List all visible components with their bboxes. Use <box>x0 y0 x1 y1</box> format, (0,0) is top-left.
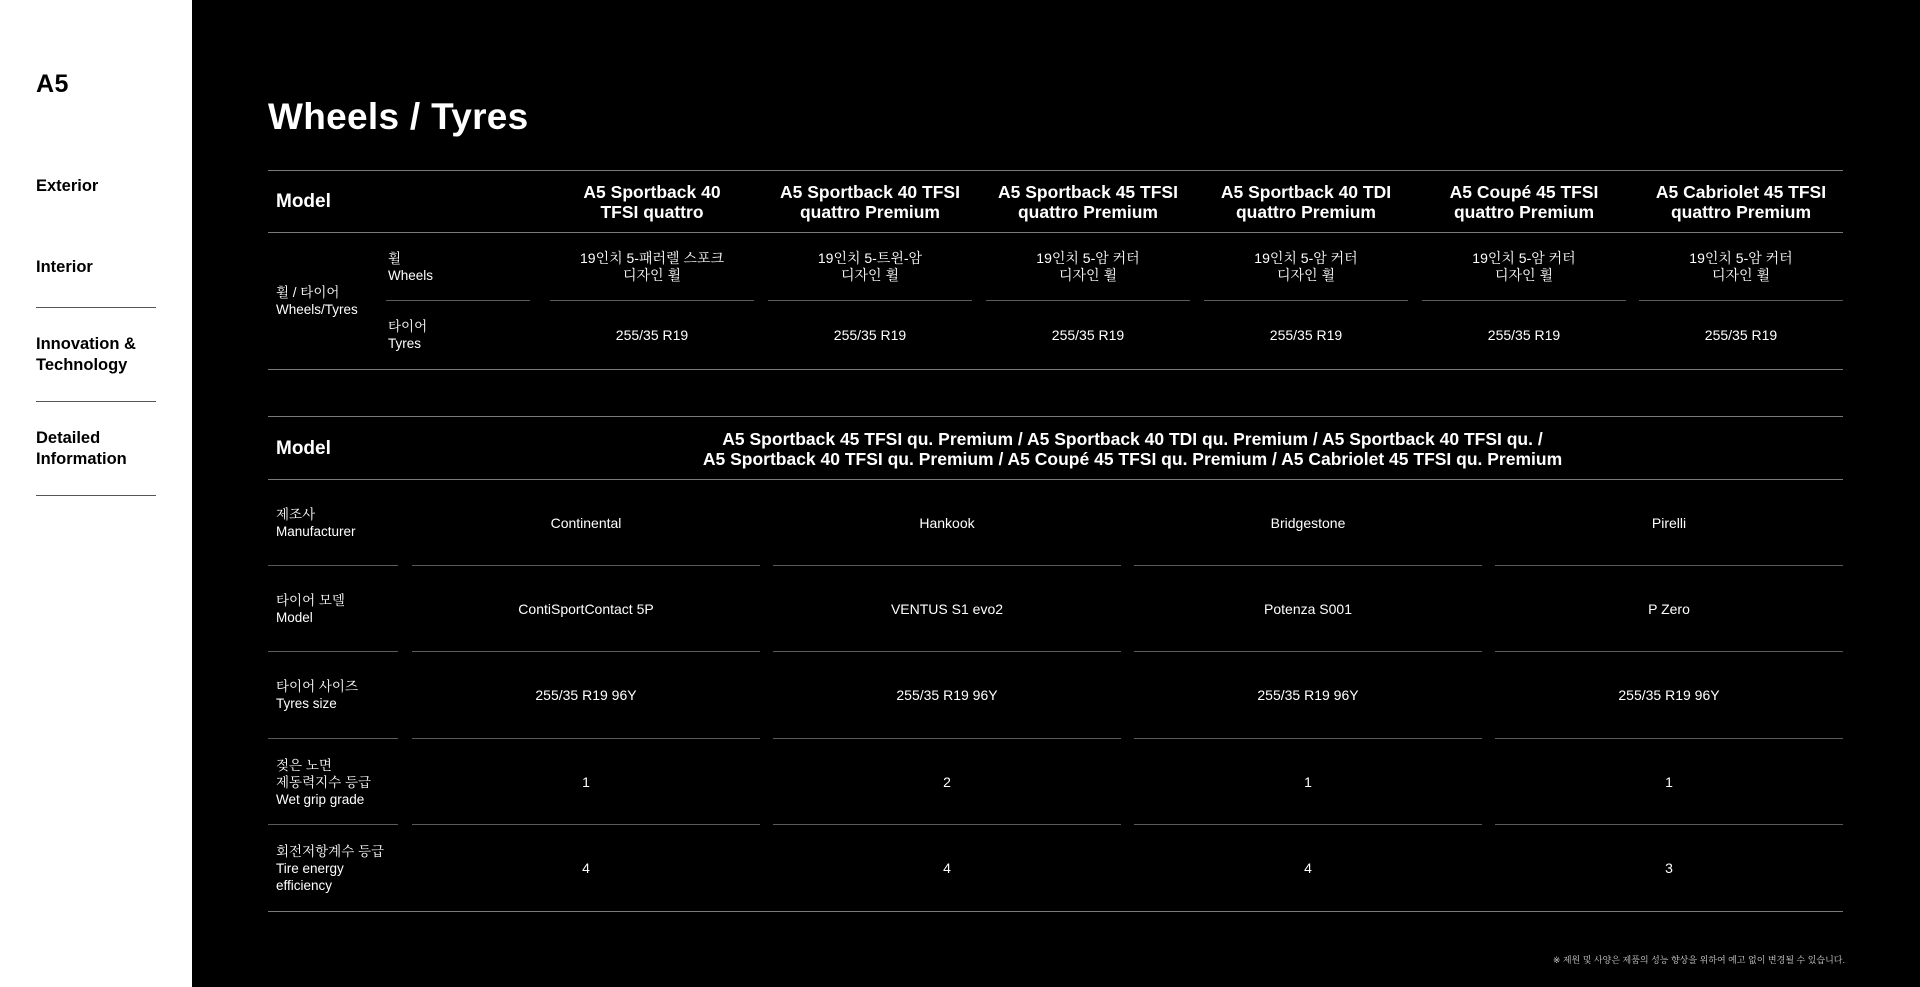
table-rule <box>268 170 1843 171</box>
tyre-value: 255/35 R19 <box>1704 326 1778 343</box>
page-title: Wheels / Tyres <box>268 96 529 137</box>
row-divider <box>268 651 398 652</box>
spec-value: 1 <box>582 773 590 790</box>
spec-value: VENTUS S1 evo2 <box>890 600 1004 617</box>
spec-value: 4 <box>943 859 951 876</box>
brand-logo-text: A5 <box>36 70 69 98</box>
model-header: A5 Sportback 40 TDI quattro Premium <box>1220 182 1392 222</box>
nav-divider <box>36 307 156 308</box>
spec-value: Pirelli <box>1651 514 1687 531</box>
model-header-label: Model <box>276 191 331 212</box>
tyre-value: 255/35 R19 <box>1487 326 1561 343</box>
model-header-label: Model <box>276 437 331 459</box>
row-divider <box>773 738 1121 739</box>
main-content <box>192 0 1920 987</box>
model-header: A5 Coupé 45 TFSI quattro Premium <box>1449 182 1599 222</box>
wheel-value: 19인치 5-암 커터 디자인 휠 <box>1254 250 1358 283</box>
row-divider <box>1134 651 1482 652</box>
spec-value: Potenza S001 <box>1264 600 1352 617</box>
tyre-value: 255/35 R19 <box>615 326 689 343</box>
row-divider <box>1422 300 1626 301</box>
nav-divider <box>36 401 156 402</box>
table-rule <box>268 416 1843 417</box>
tyre-value: 255/35 R19 <box>1051 326 1125 343</box>
row-group-label: 휠 / 타이어 Wheels/Tyres <box>276 285 358 317</box>
spec-value: 255/35 R19 96Y <box>535 686 637 703</box>
table-rule <box>268 232 1843 233</box>
spec-value: 255/35 R19 96Y <box>896 686 998 703</box>
row-divider <box>550 300 754 301</box>
row-label-tyres: 타이어 Tyres <box>388 319 428 351</box>
row-divider <box>412 651 760 652</box>
row-divider <box>412 565 760 566</box>
spec-value: 3 <box>1665 859 1673 876</box>
row-divider <box>268 738 398 739</box>
row-divider <box>773 565 1121 566</box>
spec-value: P Zero <box>1648 600 1690 617</box>
spec-value: 255/35 R19 96Y <box>1618 686 1720 703</box>
row-divider <box>773 824 1121 825</box>
row-label-manufacturer: 제조사 Manufacturer <box>276 507 356 539</box>
wheel-value: 19인치 5-암 커터 디자인 휠 <box>1472 250 1576 283</box>
spec-value: 1 <box>1304 773 1312 790</box>
model-header: A5 Sportback 45 TFSI quattro Premium <box>998 182 1178 222</box>
sidebar-item-exterior[interactable]: Exterior <box>36 177 99 195</box>
row-label-wet-grip: 젖은 노면 제동력지수 등급 Wet grip grade <box>276 757 372 807</box>
model-header: A5 Sportback 40 TFSI quattro <box>583 182 721 222</box>
spec-value: 4 <box>1304 859 1312 876</box>
row-label-tyre-model: 타이어 모델 Model <box>276 593 345 625</box>
row-divider <box>412 824 760 825</box>
row-divider <box>268 565 398 566</box>
row-divider <box>268 824 398 825</box>
row-divider <box>768 300 972 301</box>
models-header: A5 Sportback 45 TFSI qu. Premium / A5 Sportback 40 TDI qu. Premium / A5 Sportback 40 TFSI qu. / A5 Sportback 40 TFSI qu. Premium / A5 Coupé 45 TFSI qu. Premium / A5 Cabriolet 45 TFSI qu. Premium <box>702 428 1563 469</box>
row-divider <box>1134 565 1482 566</box>
spec-value: ContiSportContact 5P <box>518 600 654 617</box>
row-divider <box>386 300 530 301</box>
tyre-value: 255/35 R19 <box>833 326 907 343</box>
row-divider <box>1204 300 1408 301</box>
row-divider <box>1495 565 1843 566</box>
row-label-wheels: 휠 Wheels <box>388 251 434 283</box>
tyre-value: 255/35 R19 <box>1269 326 1343 343</box>
row-divider <box>412 738 760 739</box>
model-header: A5 Cabriolet 45 TFSI quattro Premium <box>1655 182 1827 222</box>
row-divider <box>1495 651 1843 652</box>
spec-value: 2 <box>943 773 951 790</box>
spec-value: Bridgestone <box>1270 514 1346 531</box>
row-divider <box>773 651 1121 652</box>
sidebar-item-interior[interactable]: Interior <box>36 258 93 276</box>
table-rule <box>388 369 1843 370</box>
wheel-value: 19인치 5-암 커터 디자인 휠 <box>1689 250 1793 283</box>
row-divider <box>1134 824 1482 825</box>
row-label-energy-efficiency: 회전저항계수 등급 Tire energy efficiency <box>276 843 385 893</box>
spec-value: Continental <box>550 514 622 531</box>
table-rule <box>268 911 1843 912</box>
row-divider <box>1495 824 1843 825</box>
table-rule <box>268 479 1843 480</box>
row-divider <box>1639 300 1843 301</box>
sidebar <box>0 0 192 987</box>
spec-value: 4 <box>582 859 590 876</box>
row-divider <box>1134 738 1482 739</box>
wheel-value: 19인치 5-트윈-암 디자인 휠 <box>817 250 923 283</box>
model-header: A5 Sportback 40 TFSI quattro Premium <box>780 182 960 222</box>
row-label-tyre-size: 타이어 사이즈 Tyres size <box>276 679 358 711</box>
row-divider <box>986 300 1190 301</box>
row-divider <box>1495 738 1843 739</box>
spec-value: 1 <box>1665 773 1673 790</box>
wheel-value: 19인치 5-암 커터 디자인 휠 <box>1036 250 1140 283</box>
spec-value: 255/35 R19 96Y <box>1257 686 1359 703</box>
spec-value: Hankook <box>919 514 975 531</box>
sidebar-item-innovation-technology[interactable]: Innovation & Technology <box>36 335 136 374</box>
wheel-value: 19인치 5-패러렐 스포크 디자인 휠 <box>580 250 724 283</box>
footnote: ※ 제원 및 사양은 제품의 성능 향상을 위하여 예고 없이 변경될 수 있습니다. <box>1552 955 1845 965</box>
sidebar-item-detailed-information[interactable]: Detailed Information <box>36 429 127 468</box>
nav-divider <box>36 495 156 496</box>
